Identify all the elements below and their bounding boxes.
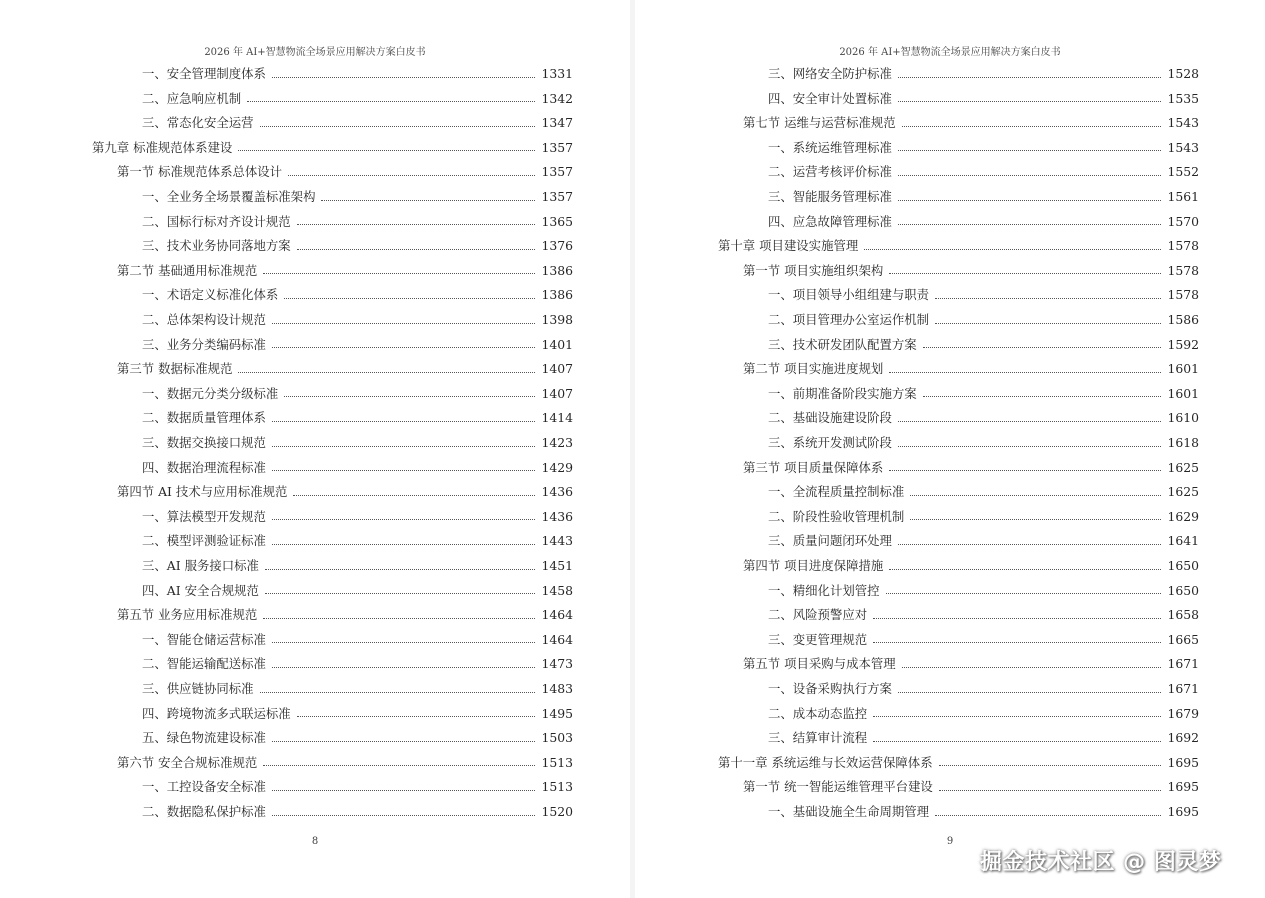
- toc-entry-page: 1458: [541, 582, 573, 598]
- toc-entry-page: 1528: [1167, 66, 1199, 81]
- right-page: [635, 0, 1265, 898]
- toc-entry-label: 四、安全审计处置标准: [768, 90, 892, 106]
- dot-leader: [889, 569, 1161, 570]
- toc-entry-page: 1658: [1167, 607, 1199, 623]
- toc-entry-page: 1629: [1167, 508, 1199, 524]
- toc-entry-page: 1695: [1167, 779, 1199, 795]
- toc-entry[interactable]: [743, 652, 1199, 676]
- toc-entry-page: 1436: [541, 508, 573, 524]
- dot-leader: [272, 519, 536, 520]
- toc-entry-page: 1543: [1167, 115, 1199, 131]
- toc-entry-label: 一、全流程质量控制标准: [768, 484, 905, 500]
- toc-entry-label: 三、数据交换接口规范: [142, 435, 266, 450]
- toc-entry-page: 1513: [541, 754, 573, 770]
- toc-entry-page: 1342: [541, 90, 573, 106]
- dot-leader: [260, 126, 536, 127]
- toc-entry[interactable]: [117, 480, 573, 504]
- toc-entry-page: 1535: [1167, 90, 1199, 106]
- toc-entry[interactable]: [768, 87, 1199, 111]
- dot-leader: [864, 249, 1161, 250]
- toc-entry-page: 1625: [1167, 484, 1199, 500]
- toc-entry-label: 一、工控设备安全标准: [142, 779, 266, 795]
- dot-leader: [889, 470, 1161, 471]
- toc-entry-label: 二、阶段性验收管理机制: [768, 508, 905, 524]
- dot-leader: [321, 200, 535, 201]
- toc-entry[interactable]: [117, 603, 573, 627]
- dot-leader: [873, 618, 1161, 619]
- toc-entry[interactable]: [142, 677, 573, 701]
- toc-entry-label: 第六节 安全合规标准规范: [117, 754, 258, 770]
- toc-entry-label: 二、数据隐私保护标准: [142, 804, 266, 819]
- toc-entry-page: 1331: [541, 66, 573, 81]
- dot-leader: [263, 765, 535, 766]
- toc-entry-label: 第一节 项目实施组织架构: [743, 262, 884, 278]
- toc-entry-label: 三、常态化安全运营: [142, 115, 254, 131]
- toc-entry-page: 1513: [541, 779, 573, 795]
- toc-entry-page: 1483: [541, 681, 573, 696]
- toc-entry[interactable]: [768, 677, 1199, 701]
- toc-entry[interactable]: [92, 136, 573, 160]
- dot-leader: [898, 224, 1162, 225]
- toc-entry[interactable]: [142, 62, 573, 86]
- toc-entry[interactable]: [142, 726, 573, 750]
- toc-entry-label: 三、AI 服务接口标准: [142, 558, 259, 573]
- dot-leader: [263, 618, 535, 619]
- toc-entry[interactable]: [768, 702, 1199, 726]
- toc-entry[interactable]: [768, 603, 1199, 627]
- toc-entry-page: 1407: [541, 385, 573, 401]
- toc-entry[interactable]: [768, 505, 1199, 529]
- page-header: 2026 年 AI+智慧物流全场景应用解决方案白皮书: [839, 47, 1061, 58]
- toc-entry-label: 三、智能服务管理标准: [768, 189, 892, 204]
- toc-entry[interactable]: [768, 333, 1199, 357]
- dot-leader: [898, 446, 1162, 447]
- toc-entry-page: 1561: [1167, 189, 1199, 204]
- toc-entry-page: 1641: [1167, 533, 1199, 549]
- dot-leader: [297, 716, 536, 717]
- toc-entry-label: 四、AI 安全合规规范: [142, 582, 259, 598]
- toc-entry-page: 1386: [541, 287, 573, 303]
- dot-leader: [297, 224, 536, 225]
- toc-entry-page: 1695: [1167, 754, 1199, 770]
- toc-entry-label: 二、项目管理办公室运作机制: [768, 312, 930, 327]
- toc-entry-page: 1365: [541, 213, 573, 229]
- toc-entry-label: 第五节 业务应用标准规范: [117, 607, 258, 623]
- dot-leader: [923, 347, 1162, 348]
- toc-entry[interactable]: [768, 136, 1199, 160]
- dot-leader: [238, 372, 535, 373]
- dot-leader: [898, 200, 1162, 201]
- dot-leader: [889, 372, 1161, 373]
- page-number: 9: [946, 836, 954, 847]
- toc-entry-page: 1398: [541, 312, 573, 327]
- toc-entry-page: 1578: [1167, 287, 1199, 303]
- toc-entry[interactable]: [768, 210, 1199, 234]
- toc-entry-page: 1671: [1167, 656, 1199, 672]
- dot-leader: [935, 815, 1161, 816]
- dot-leader: [272, 421, 536, 422]
- toc-entry-label: 第五节 项目采购与成本管理: [743, 656, 896, 672]
- dot-leader: [272, 544, 536, 545]
- dot-leader: [923, 396, 1162, 397]
- dot-leader: [272, 642, 536, 643]
- toc-entry-page: 1495: [541, 705, 573, 721]
- toc-entry-label: 一、安全管理制度体系: [142, 66, 266, 81]
- toc-entry[interactable]: [142, 185, 573, 209]
- dot-leader: [238, 150, 535, 151]
- dot-leader: [939, 790, 1162, 791]
- toc-entry-label: 三、技术业务协同落地方案: [142, 238, 291, 254]
- dot-leader: [898, 692, 1162, 693]
- toc-entry[interactable]: [117, 751, 573, 775]
- toc-entry[interactable]: [142, 210, 573, 234]
- dot-leader: [272, 790, 536, 791]
- dot-leader: [284, 396, 535, 397]
- toc-entry-label: 二、应急响应机制: [142, 90, 242, 106]
- toc-entry-label: 三、系统开发测试阶段: [768, 435, 892, 450]
- toc-entry-page: 1665: [1167, 631, 1199, 647]
- dot-leader: [272, 323, 536, 324]
- toc-entry-page: 1347: [541, 115, 573, 131]
- toc-entry[interactable]: [142, 800, 573, 824]
- dot-leader: [935, 298, 1161, 299]
- toc-entry[interactable]: [768, 800, 1199, 824]
- toc-entry-label: 二、总体架构设计规范: [142, 312, 266, 327]
- toc-entry-label: 一、系统运维管理标准: [768, 139, 892, 155]
- dot-leader: [898, 150, 1162, 151]
- toc-entry-page: 1503: [541, 730, 573, 746]
- toc-entry[interactable]: [142, 111, 573, 135]
- toc-entry[interactable]: [142, 283, 573, 307]
- dot-leader: [939, 765, 1162, 766]
- dot-leader: [263, 273, 535, 274]
- toc-entry[interactable]: [142, 579, 573, 603]
- toc-entry-page: 1429: [541, 459, 573, 475]
- toc-entry-page: 1407: [541, 361, 573, 377]
- dot-leader: [873, 716, 1161, 717]
- toc-entry-page: 1436: [541, 484, 573, 500]
- dot-leader: [898, 101, 1162, 102]
- toc-entry-label: 第四节 项目进度保障措施: [743, 558, 884, 573]
- toc-entry[interactable]: [768, 185, 1199, 209]
- toc-entry-label: 二、风险预警应对: [768, 607, 868, 623]
- toc-entry[interactable]: [768, 579, 1199, 603]
- toc-entry[interactable]: [743, 357, 1199, 381]
- toc-entry-label: 二、智能运输配送标准: [142, 656, 266, 672]
- toc-entry[interactable]: [768, 480, 1199, 504]
- toc-entry-label: 二、运营考核评价标准: [768, 164, 892, 180]
- toc-entry[interactable]: [718, 751, 1199, 775]
- dot-leader: [272, 470, 536, 471]
- toc-entry[interactable]: [743, 111, 1199, 135]
- toc-entry-label: 二、基础设施建设阶段: [768, 410, 892, 426]
- dot-leader: [272, 446, 536, 447]
- toc-entry[interactable]: [142, 333, 573, 357]
- toc-entry[interactable]: [743, 554, 1199, 578]
- toc-entry-page: 1401: [541, 336, 573, 352]
- dot-leader: [284, 298, 535, 299]
- toc-entry-label: 五、绿色物流建设标准: [142, 730, 266, 746]
- dot-leader: [889, 273, 1161, 274]
- dot-leader: [265, 569, 536, 570]
- toc-entry[interactable]: [142, 431, 573, 455]
- toc-entry-label: 一、数据元分类分级标准: [142, 385, 279, 401]
- dot-leader: [898, 421, 1162, 422]
- toc-entry[interactable]: [142, 505, 573, 529]
- toc-entry-label: 第三节 项目质量保障体系: [743, 459, 884, 475]
- toc-entry-label: 二、国标行标对齐设计规范: [142, 213, 291, 229]
- toc-entry[interactable]: [142, 234, 573, 258]
- toc-entry[interactable]: [743, 775, 1199, 799]
- toc-entry-label: 一、项目领导小组组建与职责: [768, 287, 930, 303]
- toc-entry-page: 1650: [1167, 582, 1199, 598]
- dot-leader: [902, 667, 1162, 668]
- toc-entry-label: 一、基础设施全生命周期管理: [768, 804, 930, 819]
- watermark: 掘金技术社区 @ 图灵梦: [980, 850, 1222, 875]
- dot-leader: [898, 175, 1162, 176]
- toc-entry[interactable]: [768, 431, 1199, 455]
- toc-entry[interactable]: [142, 87, 573, 111]
- toc-entry-label: 一、前期准备阶段实施方案: [768, 385, 917, 401]
- dot-leader: [873, 741, 1161, 742]
- toc-entry[interactable]: [142, 529, 573, 553]
- dot-leader: [260, 692, 536, 693]
- toc-entry-label: 第三节 数据标准规范: [117, 361, 233, 377]
- toc-entry[interactable]: [142, 652, 573, 676]
- toc-entry[interactable]: [768, 62, 1199, 86]
- toc-entry-page: 1543: [1167, 139, 1199, 155]
- toc-entry[interactable]: [768, 160, 1199, 184]
- toc-entry-page: 1357: [541, 139, 573, 155]
- dot-leader: [288, 175, 535, 176]
- toc-entry-label: 一、算法模型开发规范: [142, 508, 266, 524]
- toc-entry-page: 1414: [541, 410, 573, 426]
- dot-leader: [898, 544, 1162, 545]
- dot-leader: [910, 495, 1161, 496]
- toc-entry[interactable]: [142, 554, 573, 578]
- toc-entry-page: 1552: [1167, 164, 1199, 180]
- toc-entry[interactable]: [718, 234, 1199, 258]
- toc-entry-page: 1386: [541, 262, 573, 278]
- dot-leader: [247, 101, 535, 102]
- toc-entry-label: 第九章 标准规范体系建设: [92, 139, 233, 155]
- toc-entry[interactable]: [142, 456, 573, 480]
- toc-entry[interactable]: [743, 259, 1199, 283]
- toc-entry[interactable]: [142, 628, 573, 652]
- toc-entry-label: 第十章 项目建设实施管理: [718, 238, 859, 254]
- toc-entry[interactable]: [117, 160, 573, 184]
- toc-entry[interactable]: [142, 308, 573, 332]
- toc-entry-page: 1592: [1167, 336, 1199, 352]
- toc-entry-label: 四、跨境物流多式联运标准: [142, 705, 291, 721]
- toc-entry[interactable]: [142, 775, 573, 799]
- dot-leader: [272, 741, 536, 742]
- toc-entry-page: 1610: [1167, 410, 1199, 426]
- toc-entry[interactable]: [768, 726, 1199, 750]
- dot-leader: [272, 815, 536, 816]
- toc-entry-label: 三、结算审计流程: [768, 730, 868, 746]
- toc-entry-label: 第二节 项目实施进度规划: [743, 361, 884, 377]
- toc-entry-label: 三、供应链协同标准: [142, 681, 254, 696]
- toc-entry-label: 一、智能仓储运营标准: [142, 631, 266, 647]
- toc-entry-label: 四、应急故障管理标准: [768, 213, 892, 229]
- dot-leader: [272, 77, 536, 78]
- toc-entry-page: 1451: [541, 558, 573, 573]
- toc-entry-page: 1443: [541, 533, 573, 549]
- dot-leader: [873, 642, 1161, 643]
- toc-entry[interactable]: [743, 456, 1199, 480]
- dot-leader: [902, 126, 1162, 127]
- toc-entry[interactable]: [768, 308, 1199, 332]
- toc-entry-page: 1679: [1167, 705, 1199, 721]
- dot-leader: [935, 323, 1161, 324]
- toc-entry-page: 1601: [1167, 385, 1199, 401]
- left-page: [0, 0, 630, 898]
- toc-entry-page: 1578: [1167, 238, 1199, 254]
- toc-entry-page: 1357: [541, 164, 573, 180]
- toc-entry-label: 一、术语定义标准化体系: [142, 287, 279, 303]
- toc-entry-page: 1692: [1167, 730, 1199, 746]
- toc-entry[interactable]: [117, 357, 573, 381]
- toc-entry-page: 1520: [541, 804, 573, 819]
- toc-entry-label: 三、质量问题闭环处理: [768, 533, 892, 549]
- toc-entry-page: 1601: [1167, 361, 1199, 377]
- toc-entry-label: 第七节 运维与运营标准规范: [743, 115, 896, 131]
- page-number: 8: [311, 836, 319, 847]
- toc-entry-page: 1423: [541, 435, 573, 450]
- toc-entry-label: 第一节 统一智能运维管理平台建设: [743, 779, 933, 795]
- toc-entry-label: 三、业务分类编码标准: [142, 336, 266, 352]
- toc-entry-page: 1671: [1167, 681, 1199, 696]
- toc-entry-page: 1464: [541, 631, 573, 647]
- toc-entry[interactable]: [142, 702, 573, 726]
- toc-entry-label: 四、数据治理流程标准: [142, 459, 266, 475]
- toc-entry-page: 1357: [541, 189, 573, 204]
- toc-entry[interactable]: [142, 406, 573, 430]
- toc-entry-label: 三、技术研发团队配置方案: [768, 336, 917, 352]
- toc-entry[interactable]: [768, 628, 1199, 652]
- toc-entry-label: 第一节 标准规范体系总体设计: [117, 164, 283, 180]
- toc-entry-page: 1473: [541, 656, 573, 672]
- dot-leader: [265, 593, 536, 594]
- toc-entry-label: 第四节 AI 技术与应用标准规范: [117, 484, 288, 500]
- toc-entry[interactable]: [142, 382, 573, 406]
- toc-entry-page: 1618: [1167, 435, 1199, 450]
- dot-leader: [272, 347, 536, 348]
- toc-entry[interactable]: [768, 529, 1199, 553]
- toc-entry-label: 三、网络安全防护标准: [768, 66, 892, 81]
- toc-entry[interactable]: [117, 259, 573, 283]
- toc-entry-page: 1570: [1167, 213, 1199, 229]
- toc-entry-page: 1578: [1167, 262, 1199, 278]
- toc-entry-label: 一、精细化计划管控: [768, 582, 880, 598]
- toc-entry-page: 1695: [1167, 804, 1199, 819]
- toc-entry[interactable]: [768, 406, 1199, 430]
- page-header: 2026 年 AI+智慧物流全场景应用解决方案白皮书: [204, 47, 426, 58]
- dot-leader: [910, 519, 1161, 520]
- toc-entry-label: 二、数据质量管理体系: [142, 410, 266, 426]
- toc-entry-page: 1376: [541, 238, 573, 254]
- dot-leader: [886, 593, 1162, 594]
- toc-entry[interactable]: [768, 382, 1199, 406]
- toc-entry-label: 一、全业务全场景覆盖标准架构: [142, 189, 316, 204]
- toc-entry-label: 第十一章 系统运维与长效运营保障体系: [718, 754, 933, 770]
- toc-entry-label: 第二节 基础通用标准规范: [117, 262, 258, 278]
- toc-entry-page: 1650: [1167, 558, 1199, 573]
- dot-leader: [297, 249, 536, 250]
- dot-leader: [272, 667, 536, 668]
- toc-entry-page: 1625: [1167, 459, 1199, 475]
- toc-entry[interactable]: [768, 283, 1199, 307]
- toc-entry-label: 一、设备采购执行方案: [768, 681, 892, 696]
- toc-entry-label: 二、模型评测验证标准: [142, 533, 266, 549]
- dot-leader: [293, 495, 535, 496]
- toc-entry-page: 1586: [1167, 312, 1199, 327]
- dot-leader: [898, 77, 1162, 78]
- toc-entry-label: 二、成本动态监控: [768, 705, 868, 721]
- toc-entry-label: 三、变更管理规范: [768, 631, 868, 647]
- toc-entry-page: 1464: [541, 607, 573, 623]
